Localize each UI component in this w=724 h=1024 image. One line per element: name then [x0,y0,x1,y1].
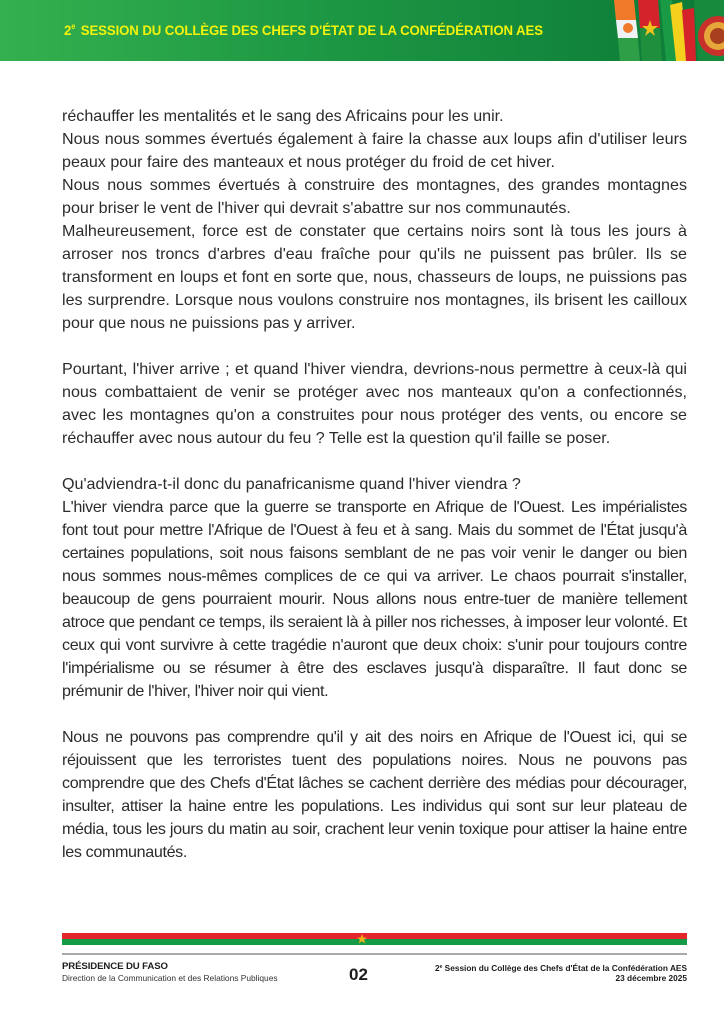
aes-flags-icon [600,0,724,61]
paragraph: réchauffer les mentalités et le sang des Africains pour les unir. [62,107,504,125]
paragraph-spacer [62,703,687,726]
niger-flag-icon [614,0,640,61]
paragraph-spacer [62,450,687,473]
aes-confederation-flag-icon [694,0,724,61]
paragraph: Malheureusement, force est de constater que certains noirs sont là tous les jours à arroser nos troncs d'arbres d'eau fraîche pour qu'ils ne puissent pas brûler. Ils se transforment en loups et font en sorte que, nous, chasseurs de loups, ne puissions pas les surprendre. Lorsque nous voulons construire nos montagnes, ils brisent les cailloux pour que nous ne puissions pas y arriver. [62,222,687,332]
footer-event-number: 2 [434,963,440,973]
paragraph: Pourtant, l'hiver arrive ; et quand l'hiver viendra, devrions-nous permettre à ceux-là qui nous combattaient de venir se protéger avec nos manteaux qu'on a confectionnés, avec les montagnes qu'on a construites pour nous protéger des vents, ou encore se réchauffer avec nous autour du feu ? Telle est la question qu'il faille se poser. [62,360,687,447]
paragraph: L'hiver viendra parce que la guerre se transporte en Afrique de l'Ouest. Les impérialistes font tout pour mettre l'Afrique de l'Ouest à feu et à sang. Mais du sommet de l'État jusqu'à certaines populations, soit nous faisons semblant de ne pas voir venir le danger ou bien nous sommes nous-mêmes complices de ce qui va arriver. Le chaos pourrait s'installer, beaucoup de gens pourraient mourir. Nous allons nous entre-tuer de manière tellement atroce que pendant ce temps, ils seraient là à piller nos richesses, à imposer leur volonté. Et ceux qui vont survivre à cette tragédie n'auront que deux choix: s'unir pour toujours contre l'impérialisme ou se résumer à être des esclaves jusqu'à disparaître. Il faut donc se prémunir de l'hiver, l'hiver noir qui vient. [62,498,687,700]
footer-band-green [62,939,687,945]
footer-organization: PRÉSIDENCE DU FASO [62,961,168,972]
footer-divider [62,953,687,955]
burkina-faso-flag-icon [638,0,662,61]
footer-flag-band [62,933,687,945]
header-title-text: SESSION DU COLLÈGE DES CHEFS D'ÉTAT DE LA CONFÉDÉRATION AES [77,23,543,39]
paragraph: Nous ne pouvons pas comprendre qu'il y ait des noirs en Afrique de l'Ouest ici, qui se réjouissent que les terroristes tuent des populations noires. Nous ne pouvons pas comprendre que des Chefs d'État lâches se cachent derrière des médias pour décourager, insulter, attiser la haine entre les populations. Les individus qui sont sur leur plateau de média, tous les jours du matin au soir, crachent leur venin toxique pour attiser la haine entre les communautés. [62,728,687,861]
page-header-banner [0,0,724,61]
footer-event-text: Session du Collège des Chefs d'État de la Confédération AES [442,963,687,973]
header-title-number: 2 [64,23,72,39]
paragraph: Nous nous sommes évertués également à faire la chasse aux loups afin d'utiliser leurs peaux pour faire des manteaux et nous protéger du froid de cet hiver. [62,130,687,171]
paragraph: Qu'adviendra-t-il donc du panafricanisme quand l'hiver viendra ? [62,475,521,493]
footer-event-block [435,963,687,983]
star-icon [356,933,368,945]
header-title [64,22,543,39]
footer-organization-block [62,961,278,983]
paragraph: Nous nous sommes évertués à construire des montagnes, des grandes montagnes pour briser le vent de l'hiver qui devrait s'abattre sur nos communautés. [62,176,687,217]
footer-date: 23 décembre 2025 [615,973,687,983]
document-body [62,105,687,864]
page-number: 02 [349,965,368,984]
paragraph-spacer [62,335,687,358]
footer-event-ordinal: e [439,964,443,970]
header-title-ordinal: e [71,22,76,31]
footer-department: Direction de la Communication et des Relations Publiques [62,973,278,983]
footer-event-title [435,963,687,973]
mali-flag-icon [660,0,696,61]
